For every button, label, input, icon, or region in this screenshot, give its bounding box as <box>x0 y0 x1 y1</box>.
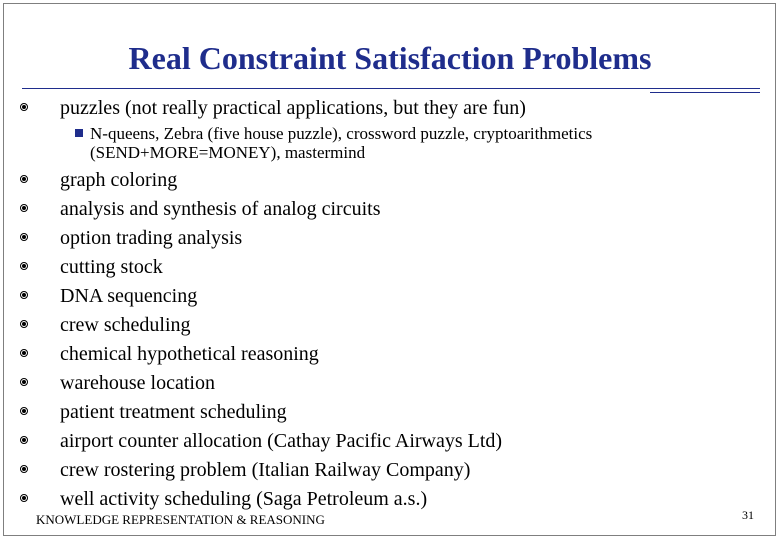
bullet-dot-icon <box>20 378 28 386</box>
bullet-text: cutting stock <box>60 256 163 278</box>
bullet-text: option trading analysis <box>60 227 243 249</box>
bullet-text: DNA sequencing <box>60 285 198 307</box>
bullet-text: warehouse location <box>60 372 215 394</box>
bullet-text: crew scheduling <box>60 314 191 336</box>
bullet-text: airport counter allocation (Cathay Pacific Airways Ltd) <box>60 430 503 452</box>
bullet-dot-icon <box>20 103 28 111</box>
bullet-dot-icon <box>20 349 28 357</box>
bullet-dot-icon <box>20 291 28 299</box>
bullet-text: analysis and synthesis of analog circuits <box>60 198 381 220</box>
bullet-dot-icon <box>20 233 28 241</box>
bullet-text: puzzles (not really practical applications, but they are fun) <box>60 97 526 119</box>
bullet-text: crew rostering problem (Italian Railway Company) <box>60 459 471 481</box>
sub-bullet-text-line2: (SEND+MORE=MONEY), mastermind <box>90 143 366 162</box>
bullet-text: chemical hypothetical reasoning <box>60 343 319 365</box>
title-underline <box>22 88 760 89</box>
bullet-dot-icon <box>20 407 28 415</box>
slide-title: Real Constraint Satisfaction Problems <box>128 40 652 76</box>
bullet-text: well activity scheduling (Saga Petroleum a.s.) <box>60 488 428 510</box>
title-accent-line <box>650 92 760 93</box>
bullet-text: graph coloring <box>60 169 178 191</box>
bullet-text: patient treatment scheduling <box>60 401 287 423</box>
bullet-dot-icon <box>20 320 28 328</box>
square-bullet-icon <box>75 129 83 137</box>
bullet-dot-icon <box>20 494 28 502</box>
slide-footer: KNOWLEDGE REPRESENTATION & REASONING <box>36 512 325 527</box>
bullet-dot-icon <box>20 204 28 212</box>
bullet-dot-icon <box>20 175 28 183</box>
bullet-dot-icon <box>20 262 28 270</box>
bullet-dot-icon <box>20 436 28 444</box>
page-number: 31 <box>742 508 754 522</box>
sub-bullet-text-line1: N-queens, Zebra (five house puzzle), crossword puzzle, cryptoarithmetics <box>90 124 593 143</box>
bullet-dot-icon <box>20 465 28 473</box>
